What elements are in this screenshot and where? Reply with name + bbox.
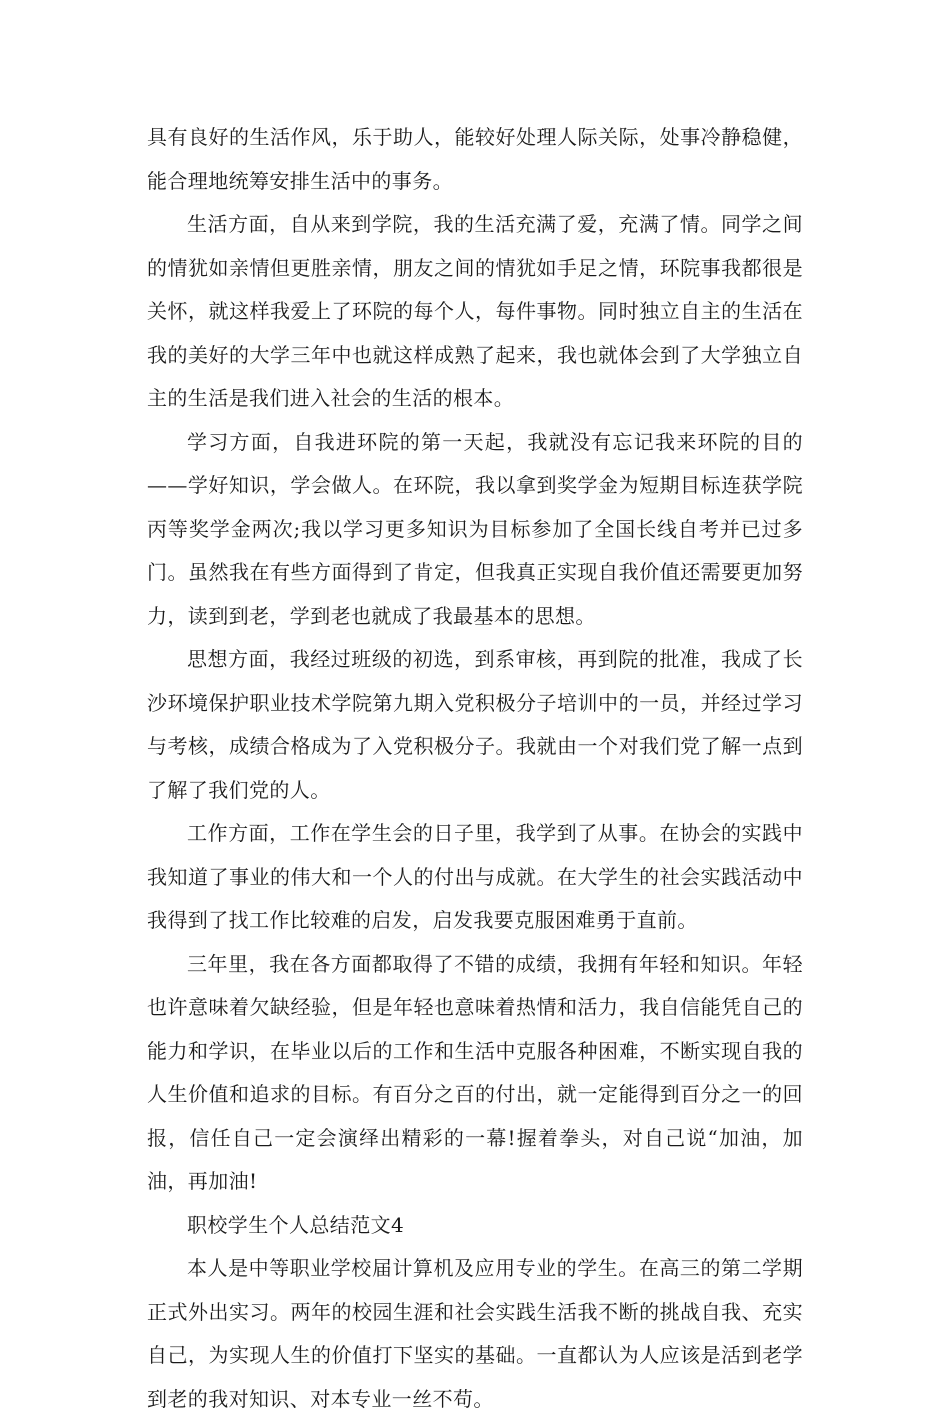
paragraph-work: 工作方面，工作在学生会的日子里，我学到了从事。在协会的实践中我知道了事业的伟大和一个人的付出与成就。在大学生的社会实践活动中我得到了找工作比较难的启发，启发我要克服困难勇于直前。 (147, 821, 803, 932)
document-body (147, 116, 803, 1421)
paragraph-life: 生活方面，自从来到学院，我的生活充满了爱，充满了情。同学之间的情犹如亲情但更胜亲情，朋友之间的情犹如手足之情，环院事我都很是关怀，就这样我爱上了环院的每个人，每件事物。同时独立自主的生活在我的美好的大学三年中也就这样成熟了起来，我也就体会到了大学独立自主的生活是我们进入社会的生活的根本。 (147, 212, 803, 410)
paragraph-intro: 本人是中等职业学校届计算机及应用专业的学生。在高三的第二学期正式外出实习。两年的校园生涯和社会实践生活我不断的挑战自我、充实自己，为实现人生的价值打下坚实的基础。一直都认为人应该是活到老学到老的我对知识、对本专业一丝不苟。 (147, 1256, 803, 1411)
paragraph-lifestyle-continued: 具有良好的生活作风，乐于助人，能较好处理人际关际，处事冷静稳健，能合理地统筹安排生活中的事务。 (147, 125, 803, 193)
section-heading: 职校学生个人总结范文4 (187, 1212, 405, 1237)
paragraph-study: 学习方面，自我进环院的第一天起，我就没有忘记我来环院的目的——学好知识，学会做人。在环院，我以拿到奖学金为短期目标连获学院丙等奖学金两次;我以学习更多知识为目标参加了全国长线自考并已过多门。虽然我在有些方面得到了肯定，但我真正实现自我价值还需要更加努力，读到到老，学到老也就成了我最基本的思想。 (147, 429, 803, 628)
paragraph-thought: 思想方面，我经过班级的初选，到系审核，再到院的批准，我成了长沙环境保护职业技术学院第九期入党积极分子培训中的一员，并经过学习与考核，成绩合格成为了入党积极分子。我就由一个对我们党了解一点到了解了我们党的人。 (147, 647, 803, 802)
paragraph-three-years: 三年里，我在各方面都取得了不错的成绩，我拥有年轻和知识。年轻也许意味着欠缺经验，但是年轻也意味着热情和活力，我自信能凭自己的能力和学识，在毕业以后的工作和生活中克服各种困难，不断实现自我的人生价值和追求的目标。有百分之百的付出，就一定能得到百分之一的回报，信任自己一定会演绎出精彩的一幕!握着拳头，对自己说“加油，加油，再加油! (147, 951, 803, 1193)
